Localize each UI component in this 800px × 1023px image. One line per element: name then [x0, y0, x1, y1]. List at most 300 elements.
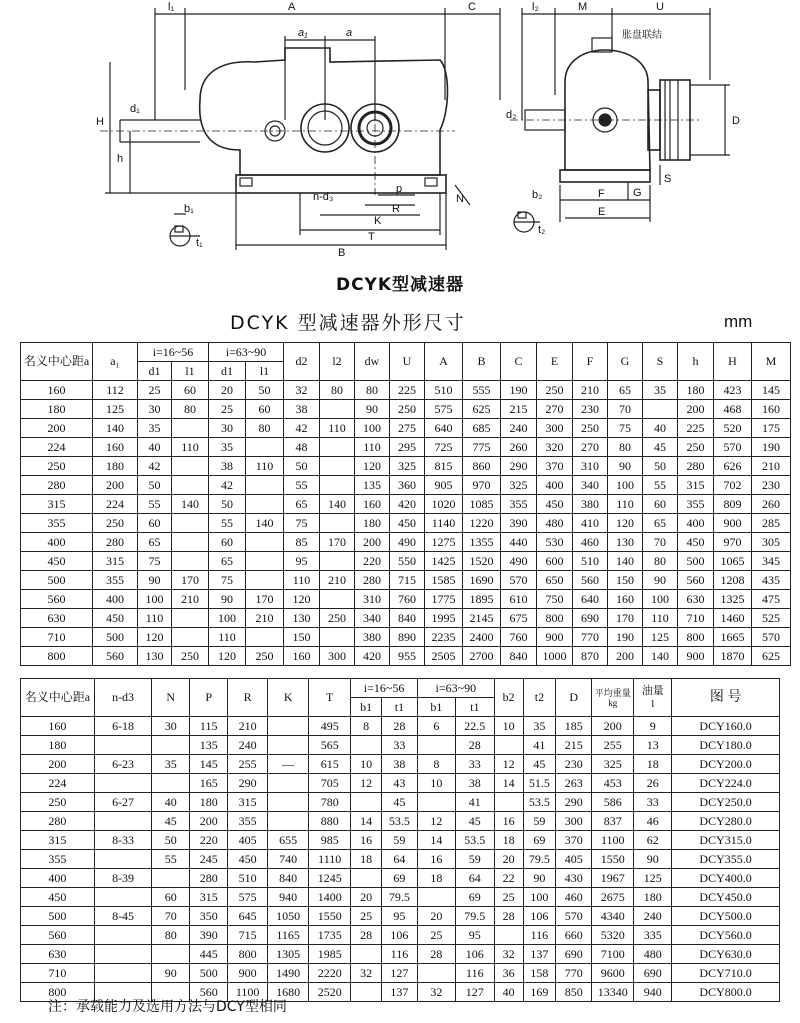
header-center: 名义中心距a	[21, 343, 93, 381]
cell-d2: 85	[284, 533, 320, 552]
cell-T: 780	[309, 793, 351, 812]
cell-a1: 400	[93, 590, 138, 609]
t2-header-weight-text: 平均重量	[594, 687, 631, 698]
cell-l1a	[172, 457, 209, 476]
cell-nd3	[94, 888, 151, 907]
cell-B: 1085	[463, 495, 501, 514]
cell-l2: 80	[320, 381, 355, 400]
cell-oil: 335	[634, 926, 672, 945]
cell-E: 750	[537, 590, 573, 609]
cell-B: 1895	[463, 590, 501, 609]
cell-F: 770	[573, 628, 608, 647]
cell-dwg: DCY280.0	[672, 812, 780, 831]
cell-K	[268, 736, 309, 755]
cell-h: 900	[678, 647, 714, 666]
cell-G: 150	[608, 571, 643, 590]
cell-d1b: 20	[209, 381, 246, 400]
cell-d2: 75	[284, 514, 320, 533]
table-row	[21, 552, 791, 571]
table-row	[21, 533, 791, 552]
dim-h-label: h	[117, 153, 124, 165]
cell-S: 90	[643, 571, 678, 590]
cell-d2: 110	[284, 571, 320, 590]
header-M: M	[752, 343, 791, 381]
cell-E: 400	[537, 476, 573, 495]
cell-M: 525	[752, 609, 791, 628]
dim-d2-label: d₂	[506, 109, 517, 121]
cell-wt: 7100	[592, 945, 634, 964]
t2-header-N: N	[152, 679, 190, 717]
cell-S: 100	[643, 590, 678, 609]
cell-A: 1995	[425, 609, 463, 628]
cell-T: 1985	[309, 945, 351, 964]
cell-b1b: 12	[417, 812, 455, 831]
cell-a: 500	[21, 571, 93, 590]
cell-H: 1208	[714, 571, 752, 590]
cell-H: 570	[714, 438, 752, 457]
cell-P: 445	[190, 945, 228, 964]
cell-b1a: 16	[351, 831, 382, 850]
table2-body	[21, 717, 780, 1002]
cell-a1: 355	[93, 571, 138, 590]
cell-l1b: 210	[246, 609, 284, 628]
cell-H: 970	[714, 533, 752, 552]
cell-b2: 40	[494, 983, 523, 1002]
cell-dwg: DCY800.0	[672, 983, 780, 1002]
cell-b1a: 25	[351, 907, 382, 926]
cell-H: 1325	[714, 590, 752, 609]
dim-F-label: F	[598, 188, 605, 200]
cell-b1a: 20	[351, 888, 382, 907]
table-row	[21, 628, 791, 647]
cell-t1a: 53.5	[381, 812, 417, 831]
cell-h: 280	[678, 457, 714, 476]
cell-A: 510	[425, 381, 463, 400]
cell-oil: 13	[634, 736, 672, 755]
reducer-drawing	[0, 0, 800, 262]
cell-a1: 200	[93, 476, 138, 495]
table-row	[21, 571, 791, 590]
header-dw: dw	[355, 343, 390, 381]
cell-dwg: DCY560.0	[672, 926, 780, 945]
cell-h: 225	[678, 419, 714, 438]
header-l1-b: l1	[246, 362, 284, 381]
cell-t1b: 69	[455, 888, 494, 907]
dim-t1-label: t₁	[196, 237, 203, 249]
cell-d1a: 110	[138, 609, 172, 628]
cell-l2: 170	[320, 533, 355, 552]
cell-N	[152, 736, 190, 755]
table-row	[21, 438, 791, 457]
cell-t2: 158	[523, 964, 556, 983]
cell-dw: 380	[355, 628, 390, 647]
cell-dw: 120	[355, 457, 390, 476]
cell-dwg: DCY400.0	[672, 869, 780, 888]
cell-a: 355	[21, 850, 95, 869]
cell-d1a: 42	[138, 457, 172, 476]
cell-t1a: 79.5	[381, 888, 417, 907]
cell-A: 905	[425, 476, 463, 495]
cell-P: 165	[190, 774, 228, 793]
cell-B: 2700	[463, 647, 501, 666]
cell-P: 390	[190, 926, 228, 945]
dim-b2-label: b₂	[532, 189, 543, 201]
cell-l2	[320, 628, 355, 647]
cell-M: 190	[752, 438, 791, 457]
cell-l1b	[246, 495, 284, 514]
cell-b1b: 20	[417, 907, 455, 926]
cell-K: 1050	[268, 907, 309, 926]
cell-a: 400	[21, 869, 95, 888]
footnote: 注：承载能力及选用方法与DCY型相同	[48, 999, 287, 1015]
cell-C: 325	[501, 476, 537, 495]
cell-K: 1165	[268, 926, 309, 945]
cell-F: 250	[573, 419, 608, 438]
cell-l2	[320, 476, 355, 495]
cell-l1a	[172, 476, 209, 495]
cell-S: 125	[643, 628, 678, 647]
cell-t1b: 45	[455, 812, 494, 831]
cell-F: 640	[573, 590, 608, 609]
t2-header-P: P	[190, 679, 228, 717]
cell-wt: 255	[592, 736, 634, 755]
dimension-table-1	[20, 342, 791, 666]
cell-E: 1000	[537, 647, 573, 666]
cell-D: 770	[556, 964, 592, 983]
cell-b2: 32	[494, 945, 523, 964]
dim-R-label: R	[392, 203, 400, 215]
cell-oil: 18	[634, 755, 672, 774]
t2-header-t2: t2	[523, 679, 556, 717]
cell-K	[268, 717, 309, 736]
cell-d1a: 35	[138, 419, 172, 438]
t2-header-ratio2: i=63~90	[417, 679, 494, 698]
table-row	[21, 717, 780, 736]
cell-G: 100	[608, 476, 643, 495]
header-h: h	[678, 343, 714, 381]
header-ratio2: i=63~90	[209, 343, 284, 362]
t2-header-t1-b: t1	[455, 698, 494, 717]
cell-H: 1870	[714, 647, 752, 666]
cell-N: 70	[152, 907, 190, 926]
cell-d1a: 50	[138, 476, 172, 495]
cell-oil: 480	[634, 945, 672, 964]
cell-A: 815	[425, 457, 463, 476]
cell-l1a: 250	[172, 647, 209, 666]
cell-nd3	[94, 945, 151, 964]
cell-d1a: 75	[138, 552, 172, 571]
cell-N	[152, 774, 190, 793]
dim-d1-label: d₁	[130, 103, 140, 115]
cell-A: 640	[425, 419, 463, 438]
cell-dw: 220	[355, 552, 390, 571]
cell-N: 60	[152, 888, 190, 907]
cell-l2: 110	[320, 419, 355, 438]
cell-d2: 130	[284, 609, 320, 628]
cell-G: 70	[608, 400, 643, 419]
cell-t1a: 69	[381, 869, 417, 888]
table-row	[21, 888, 780, 907]
cell-a: 560	[21, 926, 95, 945]
dim-H-label: H	[96, 116, 104, 128]
cell-b2: 25	[494, 888, 523, 907]
cell-P: 115	[190, 717, 228, 736]
t2-header-R: R	[228, 679, 268, 717]
cell-B: 970	[463, 476, 501, 495]
table-row	[21, 812, 780, 831]
cell-N: 35	[152, 755, 190, 774]
table-row	[21, 495, 791, 514]
cell-d1b: 25	[209, 400, 246, 419]
cell-t1a: 116	[381, 945, 417, 964]
cell-a: 315	[21, 831, 95, 850]
dim-G-label: G	[633, 187, 642, 199]
cell-S: 45	[643, 438, 678, 457]
cell-F: 690	[573, 609, 608, 628]
t2-header-center: 名义中心距a	[21, 679, 95, 717]
dim-l2-label: l₂	[532, 1, 539, 13]
cell-nd3: 8-45	[94, 907, 151, 926]
cell-B: 1220	[463, 514, 501, 533]
cell-oil: 62	[634, 831, 672, 850]
cell-l1a: 140	[172, 495, 209, 514]
cell-t1a: 43	[381, 774, 417, 793]
cell-S: 65	[643, 514, 678, 533]
cell-l1a: 170	[172, 571, 209, 590]
cell-wt: 1100	[592, 831, 634, 850]
cell-h: 800	[678, 628, 714, 647]
t2-header-K: K	[268, 679, 309, 717]
cell-d1a: 120	[138, 628, 172, 647]
cell-C: 290	[501, 457, 537, 476]
cell-D: 300	[556, 812, 592, 831]
cell-b1a	[351, 983, 382, 1002]
t2-header-oil-unit: l	[651, 697, 655, 710]
cell-dwg: DCY250.0	[672, 793, 780, 812]
cell-F: 460	[573, 533, 608, 552]
cell-C: 760	[501, 628, 537, 647]
cell-N: 45	[152, 812, 190, 831]
header-C: C	[501, 343, 537, 381]
header-d2: d2	[284, 343, 320, 381]
cell-E: 450	[537, 495, 573, 514]
cell-R: 240	[228, 736, 268, 755]
cell-C: 570	[501, 571, 537, 590]
cell-P: 245	[190, 850, 228, 869]
cell-l1b: 250	[246, 647, 284, 666]
cell-a1: 112	[93, 381, 138, 400]
figure-caption: DCYK型减速器	[335, 275, 465, 295]
cell-wt: 5320	[592, 926, 634, 945]
cell-U: 840	[390, 609, 425, 628]
cell-b1b: 10	[417, 774, 455, 793]
cell-b2: 20	[494, 850, 523, 869]
cell-d1b: 42	[209, 476, 246, 495]
cell-a1: 315	[93, 552, 138, 571]
cell-t1b: 28	[455, 736, 494, 755]
dim-l1-label: l₁	[168, 1, 175, 13]
cell-wt: 325	[592, 755, 634, 774]
cell-d2: 65	[284, 495, 320, 514]
cell-d1a: 25	[138, 381, 172, 400]
cell-U: 715	[390, 571, 425, 590]
cell-l1b: 170	[246, 590, 284, 609]
cell-b1a	[351, 945, 382, 964]
cell-N: 80	[152, 926, 190, 945]
cell-F: 230	[573, 400, 608, 419]
cell-t1b: 95	[455, 926, 494, 945]
cell-a: 250	[21, 457, 93, 476]
cell-G: 190	[608, 628, 643, 647]
cell-M: 145	[752, 381, 791, 400]
cell-H: 626	[714, 457, 752, 476]
cell-dwg: DCY500.0	[672, 907, 780, 926]
cell-F: 310	[573, 457, 608, 476]
cell-a: 355	[21, 514, 93, 533]
cell-t1a: 38	[381, 755, 417, 774]
cell-a: 630	[21, 609, 93, 628]
table1-body	[21, 381, 791, 666]
cell-P: 200	[190, 812, 228, 831]
cell-C: 675	[501, 609, 537, 628]
cell-R: 900	[228, 964, 268, 983]
t2-header-b2: b2	[494, 679, 523, 717]
cell-a: 224	[21, 774, 95, 793]
cell-H: 468	[714, 400, 752, 419]
cell-a: 280	[21, 812, 95, 831]
cell-B: 625	[463, 400, 501, 419]
dim-A-label: A	[288, 1, 296, 13]
header-A: A	[425, 343, 463, 381]
table-row	[21, 850, 780, 869]
cell-R: 355	[228, 812, 268, 831]
cell-h: 200	[678, 400, 714, 419]
table-title: DCYK 型减速器外形尺寸	[230, 312, 466, 334]
cell-H: 423	[714, 381, 752, 400]
cell-P: 280	[190, 869, 228, 888]
cell-wt: 9600	[592, 964, 634, 983]
cell-b1b: 18	[417, 869, 455, 888]
cell-a: 710	[21, 628, 93, 647]
cell-B: 685	[463, 419, 501, 438]
cell-K	[268, 793, 309, 812]
cell-d1a: 30	[138, 400, 172, 419]
cell-d1a: 100	[138, 590, 172, 609]
cell-a: 800	[21, 983, 95, 1002]
cell-t1a: 106	[381, 926, 417, 945]
cell-T: 705	[309, 774, 351, 793]
cell-l2	[320, 514, 355, 533]
cell-t2: 59	[523, 812, 556, 831]
cell-l1b: 110	[246, 457, 284, 476]
cell-G: 75	[608, 419, 643, 438]
cell-D: 570	[556, 907, 592, 926]
cell-a1: 560	[93, 647, 138, 666]
cell-d1b: 60	[209, 533, 246, 552]
cell-G: 200	[608, 647, 643, 666]
dim-U-label: U	[656, 1, 664, 13]
cell-T: 615	[309, 755, 351, 774]
cell-d1b: 55	[209, 514, 246, 533]
cell-dw: 310	[355, 590, 390, 609]
cell-oil: 46	[634, 812, 672, 831]
cell-d1b: 35	[209, 438, 246, 457]
cell-t2: 106	[523, 907, 556, 926]
cell-P: 180	[190, 793, 228, 812]
cell-R: 405	[228, 831, 268, 850]
cell-H: 702	[714, 476, 752, 495]
dim-K-label: K	[374, 215, 382, 227]
cell-dwg: DCY450.0	[672, 888, 780, 907]
cell-dwg: DCY200.0	[672, 755, 780, 774]
cell-wt: 4340	[592, 907, 634, 926]
cell-l1b: 80	[246, 419, 284, 438]
cell-E: 300	[537, 419, 573, 438]
header-E: E	[537, 343, 573, 381]
cell-S: 140	[643, 647, 678, 666]
cell-N: 55	[152, 850, 190, 869]
cell-l1a: 210	[172, 590, 209, 609]
cell-t1a: 33	[381, 736, 417, 755]
dim-C-label: C	[468, 1, 476, 13]
cell-l2: 210	[320, 571, 355, 590]
cell-C: 390	[501, 514, 537, 533]
cell-wt: 1550	[592, 850, 634, 869]
cell-t2: 41	[523, 736, 556, 755]
dim-p-label: p	[396, 183, 403, 195]
cell-dw: 420	[355, 647, 390, 666]
cell-b1b: 6	[417, 717, 455, 736]
cell-t1a: 45	[381, 793, 417, 812]
cell-l2: 250	[320, 609, 355, 628]
cell-dw: 80	[355, 381, 390, 400]
cell-dw: 90	[355, 400, 390, 419]
header-l2: l2	[320, 343, 355, 381]
cell-M: 175	[752, 419, 791, 438]
cell-F: 410	[573, 514, 608, 533]
cell-a: 180	[21, 400, 93, 419]
cell-b1b	[417, 964, 455, 983]
cell-E: 530	[537, 533, 573, 552]
cell-d2: 55	[284, 476, 320, 495]
cell-l1a: 110	[172, 438, 209, 457]
t2-header-weight	[592, 679, 634, 717]
cell-C: 190	[501, 381, 537, 400]
cell-nd3: 6-27	[94, 793, 151, 812]
cell-a: 450	[21, 552, 93, 571]
cell-nd3: 8-33	[94, 831, 151, 850]
cell-t2: 137	[523, 945, 556, 964]
cell-dwg: DCY180.0	[672, 736, 780, 755]
cell-t1a: 28	[381, 717, 417, 736]
cell-H: 1065	[714, 552, 752, 571]
t2-header-t1-a: t1	[381, 698, 417, 717]
cell-b1a: 28	[351, 926, 382, 945]
cell-C: 240	[501, 419, 537, 438]
cell-T: 1110	[309, 850, 351, 869]
dim-b1-label: b₁	[184, 203, 194, 215]
table-row	[21, 400, 791, 419]
cell-d1b: 50	[209, 495, 246, 514]
cell-P: 145	[190, 755, 228, 774]
dim-t2-label: t₂	[538, 224, 546, 236]
cell-b1b	[417, 736, 455, 755]
cell-t1b: 127	[455, 983, 494, 1002]
cell-dw: 340	[355, 609, 390, 628]
cell-l1b: 50	[246, 381, 284, 400]
cell-C: 440	[501, 533, 537, 552]
t2-header-b1-a: b1	[351, 698, 382, 717]
